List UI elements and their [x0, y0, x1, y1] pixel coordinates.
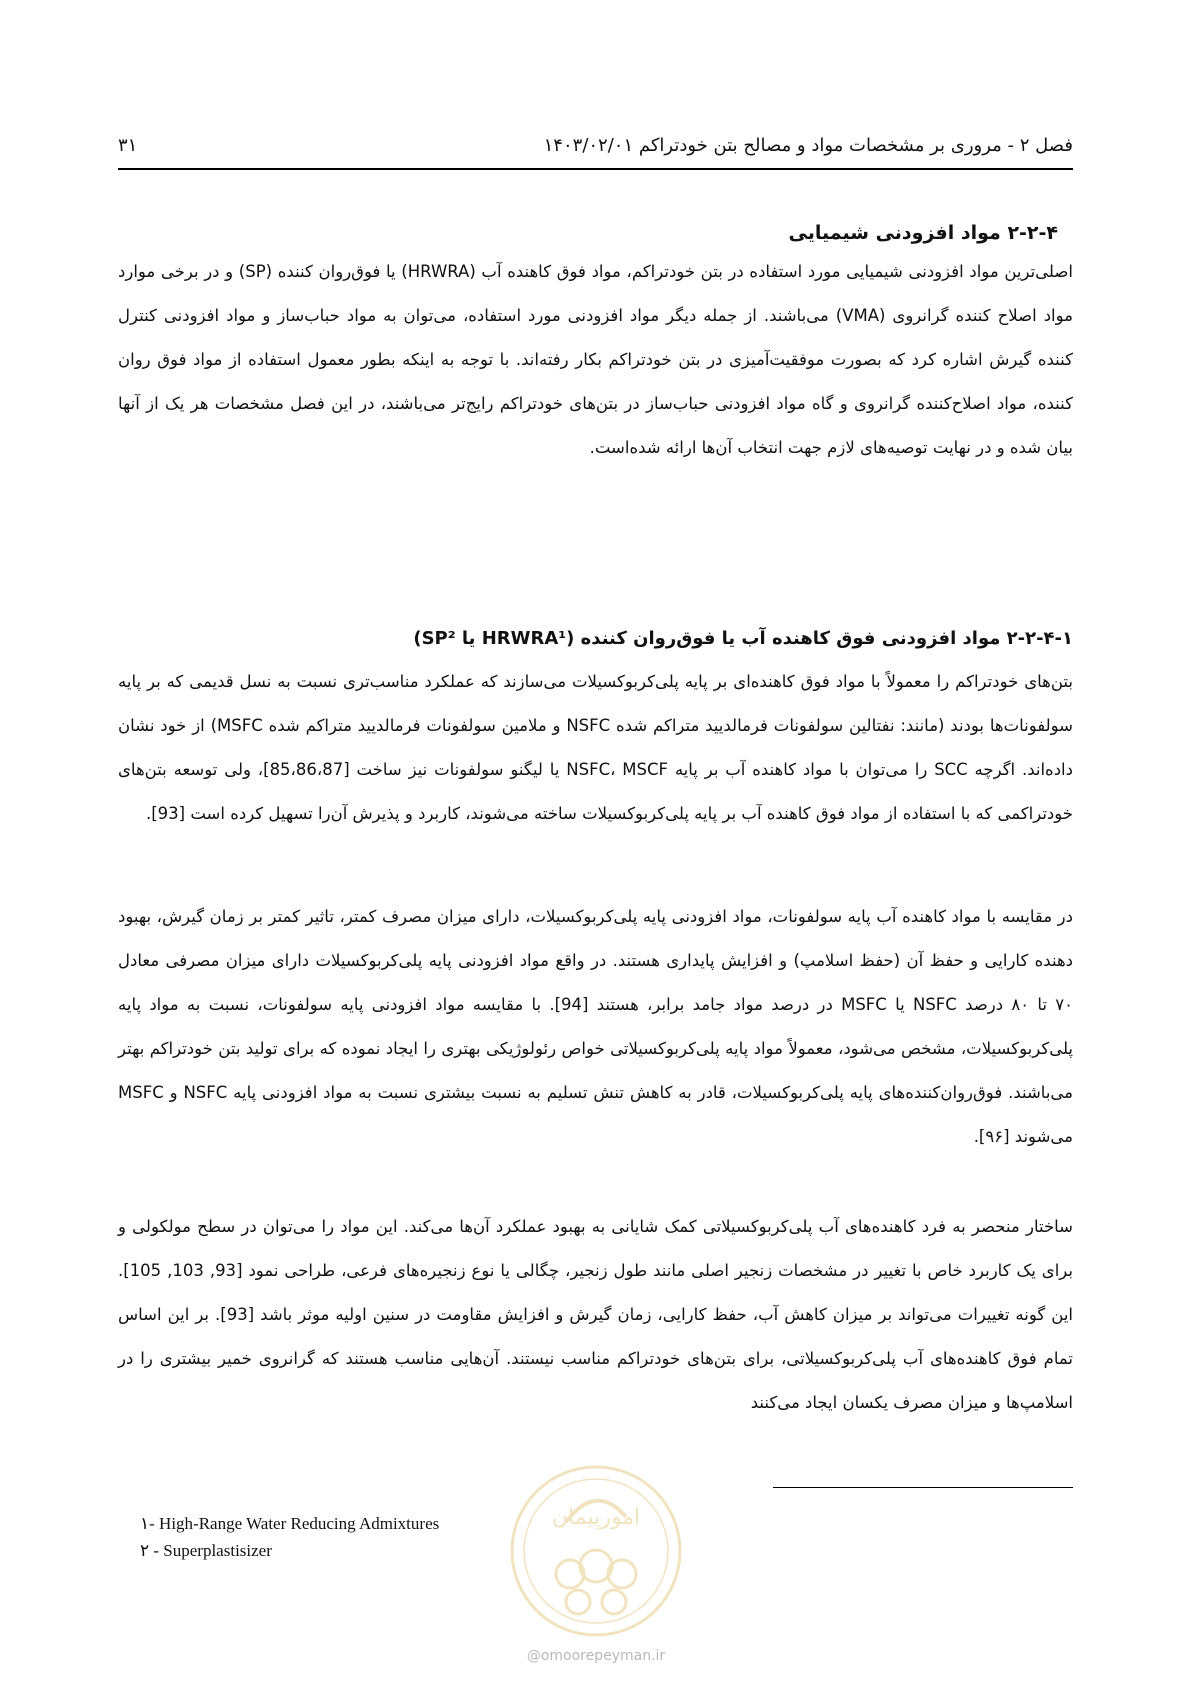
page-header — [118, 132, 1073, 170]
watermark-text: @omoorepeyman.ir — [526, 1648, 666, 1664]
header-title: فصل ۲ - مروری بر مشخصات مواد و مصالح بتن خودتراکم ۱۴۰۳/۰۲/۰۱ — [543, 135, 1073, 156]
footnotes — [140, 1510, 439, 1564]
body-paragraph: ساختار منحصر به فرد کاهنده‌های آب پلی‌کربوکسیلاتی کمک شایانی به بهبود عملکرد آن‌ها می‌کند. این مواد را می‌توان در سطح مولکولی و برای یک کاربرد خاص با تغییر در مشخصات زنجیر اصلی مانند طول زنجیر، چگالی یا نوع زنجیره‌های فرعی، طراحی نمود [93, 103, 105]. این گونه تغییرات می‌تواند بر میزان کاهش آب، حفظ کارایی، زمان گیرش و افزایش مقاومت در سنین اولیه موثر باشد [93]. بر این اساس تمام فوق کاهنده‌های آب پلی‌کربوکسیلاتی، برای بتن‌های خودتراکم مناسب نیستند. آن‌هایی مناسب هستند که گرانروی خمیر بیشتری را در اسلامپ‌ها و میزان مصرف یکسان ایجاد می‌کنند — [118, 1217, 1073, 1412]
footnote-1: ١- High-Range Water Reducing Admixtures — [140, 1514, 440, 1533]
body-paragraph: بتن‌های خودتراکم را معمولاً با مواد فوق کاهنده‌ای بر پایه پلی‌کربوکسیلات می‌سازند که عملکرد مناسب‌تری نسبت به نسل قدیمی که بر پایه سولفونات‌ها بودند (مانند: نفتالین سولفونات فرمالدیید متراکم شده NSFC و ملامین سولفونات فرمالدیید متراکم شده MSFC) از خود نشان داده‌اند. اگرچه SCC را می‌توان با مواد کاهنده آب بر پایه NSFC، MSCF یا لیگنو سولفونات نیز ساخت [85،86،87]، ولی توسعه بتن‌های خودتراکمی که با استفاده از مواد فوق کاهنده آب بر پایه پلی‌کربوکسیلات ساخته می‌شوند، کاربرد و پذیرش آن‌را تسهیل کرده است [93]. — [118, 672, 1073, 823]
section-heading: ۲-۲-۴ مواد افزودنی شیمیایی — [788, 222, 1058, 244]
footnote-2: ٢ - Superplastisizer — [140, 1541, 272, 1560]
watermark-logo-text: امورپیمان — [551, 1505, 641, 1530]
subsection-heading: ۲-۲-۴-۱ مواد افزودنی فوق کاهنده آب یا فوق‌روان کننده (HRWRA¹ یا SP²) — [413, 628, 1073, 649]
watermark-logo-icon — [508, 1462, 684, 1640]
page-number: ۳۱ — [118, 135, 138, 156]
body-paragraph: در مقایسه با مواد کاهنده آب پایه سولفونات، مواد افزودنی پایه پلی‌کربوکسیلات، دارای میزان مصرف کمتر، تاثیر کمتر بر زمان گیرش، بهبود دهنده کارایی و حفظ آن (حفظ اسلامپ) و افزایش پایداری هستند. در واقع مواد افزودنی پایه پلی‌کربوکسیلات دارای میزان مصرفی معادل ۷۰ تا ۸۰ درصد NSFC یا MSFC در درصد مواد جامد برابر، هستند [94]. با مقایسه مواد افزودنی پایه سولفونات، نسبت به مواد پایه پلی‌کربوکسیلات، مشخص می‌شود، معمولاً مواد پایه پلی‌کربوکسیلاتی خواص رئولوژیکی بهتری را ایجاد نموده که برای تولید بتن خودتراکم بهتر می‌باشند. فوق‌روان‌کننده‌های پایه پلی‌کربوکسیلات، قادر به کاهش تنش تسلیم به نسبت بیشتری نسبت به مواد افزودنی پایه NSFC و MSFC می‌شوند [۹۶]. — [118, 907, 1074, 1146]
section-paragraph: اصلی‌ترین مواد افزودنی شیمیایی مورد استفاده در بتن خودتراکم، مواد فوق کاهنده آب (HRWRA) یا فوق‌روان کننده (SP) و در برخی موارد مواد اصلاح کننده گرانروی (VMA) می‌باشند. از جمله دیگر مواد افزودنی مورد استفاده، می‌توان به مواد حباب‌ساز و مواد افزودنی کنترل کننده گیرش اشاره کرد که بصورت موفقیت‌آمیزی در بتن خودتراکم بکار رفته‌اند. با توجه به اینکه بطور معمول استفاده از مواد فوق روان کننده، مواد اصلاح‌کننده گرانروی و گاه مواد افزودنی حباب‌ساز در بتن‌های خودتراکم رایج‌تر می‌باشند، در این فصل مشخصات هر یک از آنها بیان شده و در نهایت توصیه‌های لازم جهت انتخاب آن‌ها ارائه شده‌است. — [118, 262, 1073, 457]
footnote-divider — [773, 1487, 1073, 1488]
